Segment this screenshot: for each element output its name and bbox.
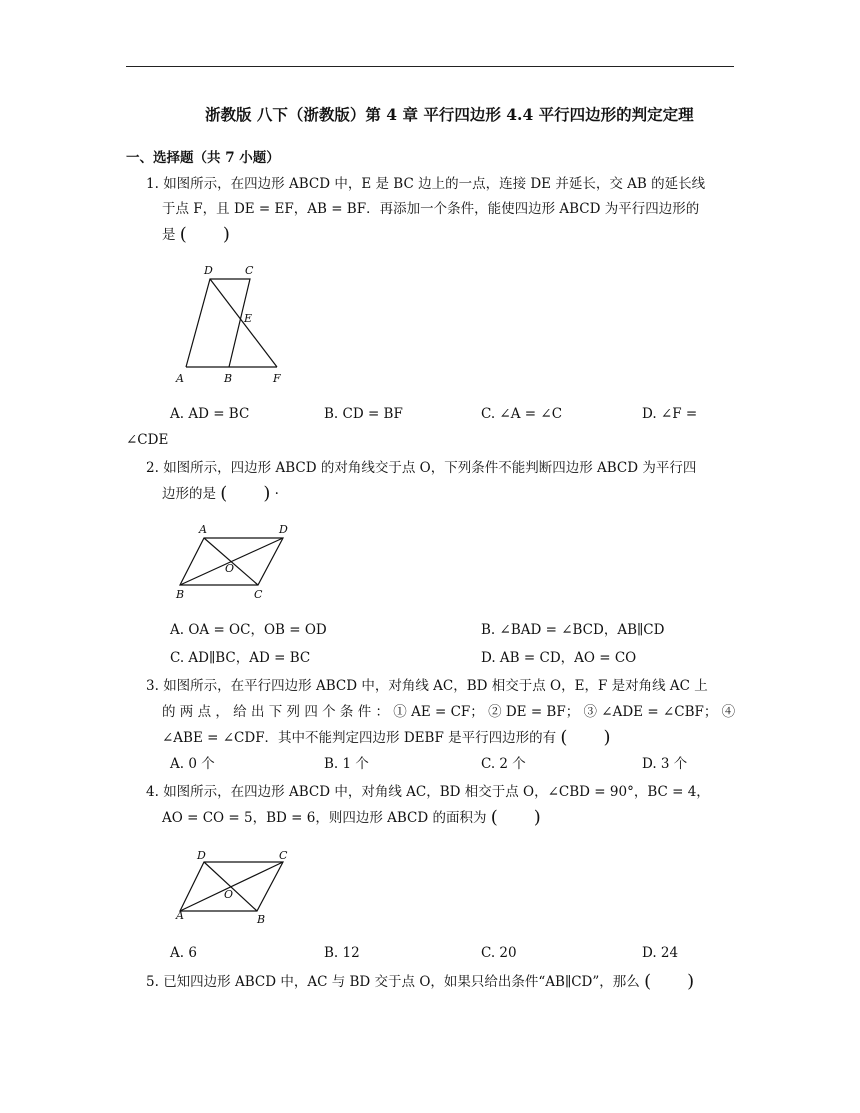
q3-option-b: B. 1 个 <box>324 756 369 772</box>
q3-option-d: D. 3 个 <box>642 756 688 772</box>
q1-text-1: 如图所示，在四边形 ABCD 中，E 是 BC 边上的一点，连接 DE 并延长，交 AB 的延长线 <box>163 176 706 192</box>
q1-label-c: C <box>245 264 254 277</box>
q4-label-c: C <box>279 849 288 862</box>
q2-number: 2. <box>146 460 159 476</box>
q5-line-1 <box>146 972 694 992</box>
q3-line-3 <box>162 728 610 748</box>
q2-label-b: B <box>176 588 185 601</box>
q4-figure <box>170 845 310 930</box>
q1-quad <box>186 279 253 367</box>
q1-option-d: D. ∠F = <box>642 406 698 422</box>
q3-option-a: A. 0 个 <box>170 756 215 772</box>
q3-line-1 <box>146 676 708 696</box>
q2-option-b: B. ∠BAD = ∠BCD，AB∥CD <box>481 622 665 638</box>
q1-option-c: C. ∠A = ∠C <box>481 406 563 422</box>
q1-option-a: A. AD = BC <box>170 406 250 422</box>
q1-answer-blank: ( ) <box>179 224 230 245</box>
q1-label-f: F <box>273 372 281 385</box>
q1-number: 1. <box>146 176 159 192</box>
q4-option-b: B. 12 <box>324 945 360 961</box>
q3-answer-blank: ( ) <box>560 727 611 748</box>
q2-option-a: A. OA = OC，OB = OD <box>170 622 327 638</box>
q1-option-b: B. CD = BF <box>324 406 403 422</box>
q3-text-3: ∠ABE = ∠CDF．其中不能判定四边形 DEBF 是平行四边形的有 <box>162 730 557 746</box>
q5-number: 5. <box>146 974 159 990</box>
document-title: 浙教版 八下（浙教版）第 4 章 平行四边形 4.4 平行四边形的判定定理 <box>205 105 694 124</box>
q4-label-b: B <box>257 913 266 926</box>
q1-line-3 <box>162 225 230 245</box>
q1-label-e: E <box>244 312 253 325</box>
q4-line-1 <box>146 782 710 802</box>
q1-text-3: 是 <box>162 227 176 243</box>
q2-figure <box>170 520 310 605</box>
q2-answer-blank: ( ) <box>220 483 271 504</box>
q2-label-d: D <box>279 523 288 536</box>
q2-label-o: O <box>225 562 235 575</box>
q2-option-c: C. AD∥BC，AD = BC <box>170 650 311 666</box>
q2-text-2: 边形的是 <box>162 486 216 502</box>
header-rule <box>126 66 734 67</box>
q4-text-1: 如图所示，在四边形 ABCD 中，对角线 AC，BD 相交于点 O，∠CBD = 90°，BC = 4， <box>163 784 710 800</box>
q1-label-a: A <box>176 372 184 385</box>
q4-label-a: A <box>176 909 184 922</box>
q4-number: 4. <box>146 784 159 800</box>
q2-line-1 <box>146 458 696 478</box>
q1-label-d: D <box>204 264 213 277</box>
q3-number: 3. <box>146 678 159 694</box>
q2-label-c: C <box>254 588 263 601</box>
q4-diag-bd <box>204 862 257 911</box>
q2-text-1: 如图所示，四边形 ABCD 的对角线交于点 O，下列条件不能判断四边形 ABCD 为平行四 <box>163 460 697 476</box>
section-heading: 一、选择题（共 7 小题） <box>126 150 280 166</box>
q4-option-d: D. 24 <box>642 945 679 961</box>
q5-answer-blank: ( ) <box>644 971 695 992</box>
q1-text-2: 于点 F，且 DE = EF，AB = BF．再添加一个条件，能使四边形 ABCD 为平行四边形的 <box>162 201 700 217</box>
q1-line-1 <box>146 174 705 194</box>
q4-label-d: D <box>197 849 206 862</box>
q2-tail: · <box>274 486 279 502</box>
q5-text-1: 已知四边形 ABCD 中，AC 与 BD 交于点 O，如果只给出条件“AB∥CD”，那么 <box>163 974 640 990</box>
q1-figure <box>170 260 300 390</box>
q4-diag-ac <box>180 862 283 911</box>
q4-option-a: A. 6 <box>170 945 197 961</box>
q2-label-a: A <box>199 523 207 536</box>
q1-option-d-wrap: ∠CDE <box>126 432 169 448</box>
q2-option-d: D. AB = CD，AO = CO <box>481 650 637 666</box>
q3-text-1: 如图所示，在平行四边形 ABCD 中，对角线 AC，BD 相交于点 O，E，F 是对角线 AC 上 <box>163 678 708 694</box>
q2-line-2 <box>162 484 279 504</box>
q4-option-c: C. 20 <box>481 945 517 961</box>
q4-text-2: AO = CO = 5，BD = 6，则四边形 ABCD 的面积为 <box>162 810 487 826</box>
q3-text-2: 的 两 点 ， 给 出 下 列 四 个 条 件 ： ① AE = CF； ② DE = BF； ③ ∠ADE = ∠CBF； ④ <box>162 704 736 720</box>
q4-label-o: O <box>224 888 234 901</box>
q1-label-b: B <box>224 372 233 385</box>
q3-option-c: C. 2 个 <box>481 756 526 772</box>
q4-line-2 <box>162 808 541 828</box>
q4-answer-blank: ( ) <box>490 807 541 828</box>
